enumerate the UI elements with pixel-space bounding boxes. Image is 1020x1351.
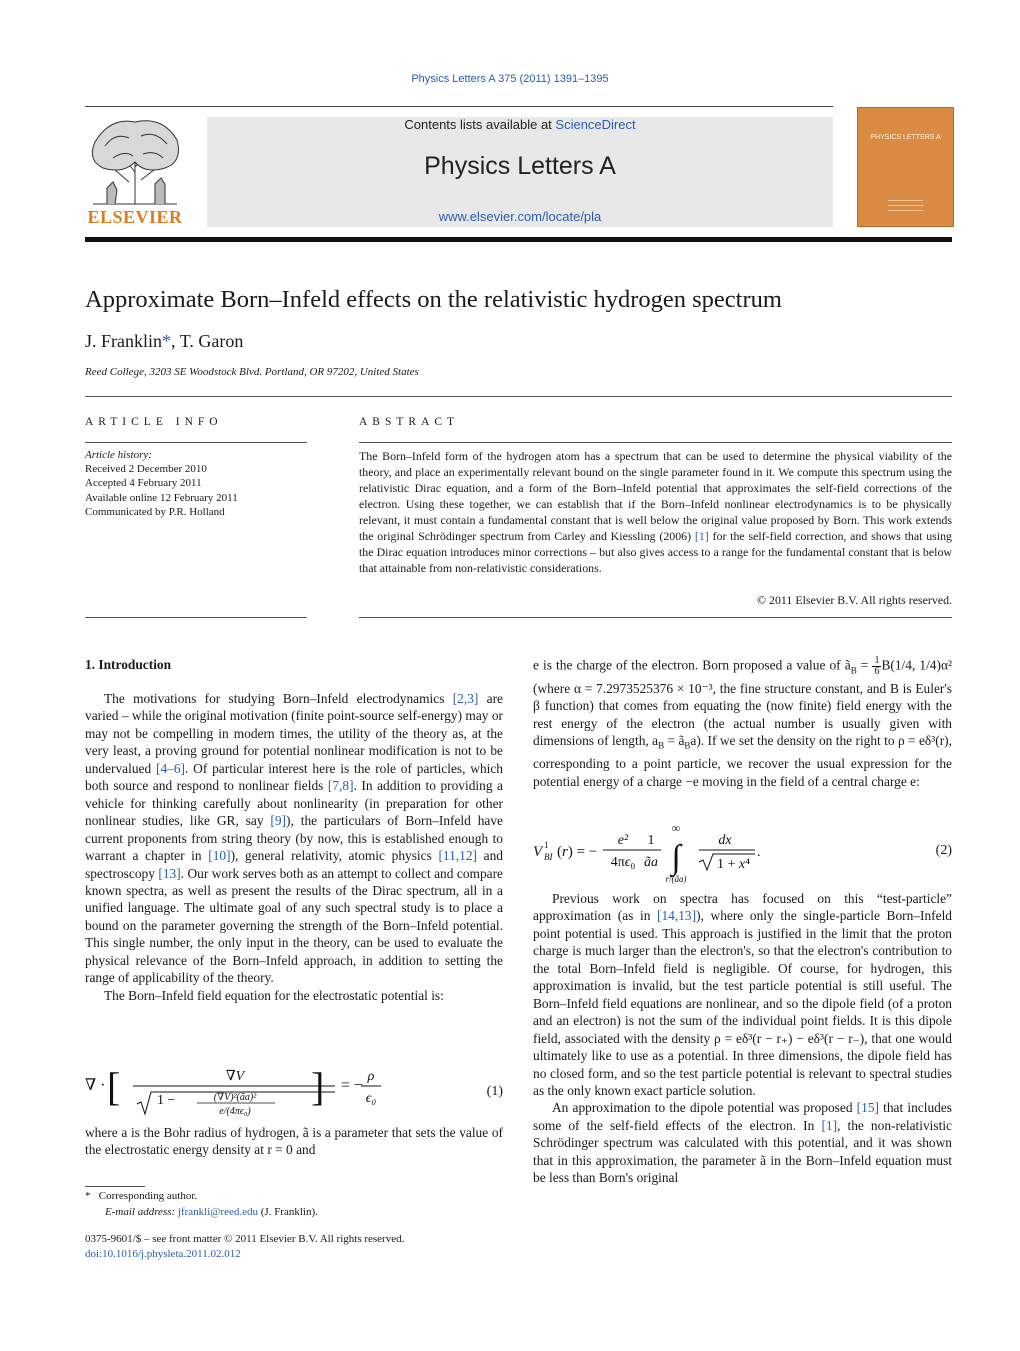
accepted-date: Accepted 4 February 2011 [85,477,202,490]
equation-1-graphic [85,1064,465,1120]
journal-reference[interactable]: Physics Letters A 375 (2011) 1391–1395 [411,73,609,85]
author-garon: T. Garon [179,331,244,351]
history-label: Article history: [85,449,152,461]
text-run: . Our work serves both as an attempt to collect and compare known spectra, as well as present the results of the Dirac spectrum, all in a unified language. The ultimate goal of any such spectral study is to place a bound on the parameter governing the strength of the Born–Infeld potential. This single number, the only input in the theory, can be used to evaluate the physical relevance of the Born–Infeld approach, in addition to setting the range of applicability of the theory. [85,865,503,986]
right-column-paragraphs [533,890,952,1187]
journal-url-link[interactable] [207,209,833,224]
intro-paragraph-3 [85,1124,503,1159]
intro-paragraphs [85,690,503,1004]
abstract-heading: ABSTRACT [359,416,460,428]
subscript-b: B [684,740,691,751]
fraction-denominator: 6 [874,666,880,677]
equation-2-number: (2) [935,843,952,858]
article-history [85,448,238,519]
cover-title: PHYSICS LETTERS A [870,134,941,141]
svg-text:∇ ·: ∇ · [85,1077,106,1094]
publisher-name: ELSEVIER [87,207,183,227]
fraction-numerator: 1 [874,655,880,666]
text-run: The motivations for studying Born–Infeld electrodynamics [104,691,453,706]
corresponding-author-mark[interactable]: * [162,331,172,351]
svg-text:4πϵ₀: 4πϵ₀ [610,855,636,870]
online-date: Available online 12 February 2011 [85,491,238,504]
text-run: e is the charge of the electron. Born proposed a value of ã [533,657,851,673]
article-info-bottom-rule [85,617,307,618]
received-date: Received 2 December 2010 [85,463,207,476]
citation-4-6[interactable]: [4–6] [156,760,186,776]
svg-text:(r) = −: (r) = − [557,844,598,860]
svg-text:e/(4πϵ₀): e/(4πϵ₀) [219,1106,251,1117]
corresponding-text: Corresponding author. [98,1190,198,1202]
svg-text:]: ] [311,1064,325,1109]
article-info-heading: ARTICLE INFO [85,416,223,428]
svg-text:.: . [757,845,761,860]
svg-text:∫: ∫ [671,839,681,876]
authors [85,331,243,352]
born-value-paragraph [533,656,952,790]
svg-text:(∇V)²(ãa)²: (∇V)²(ãa)² [213,1092,257,1103]
subscript-b: B [850,665,857,676]
journal-url[interactable]: www.elsevier.com/locate/pla [438,209,602,224]
svg-text:r/(ãa): r/(ãa) [665,874,687,884]
text-run: Previous work on spectra has focused on this “test-particle” approximation (as in [533,891,952,924]
text-run: ), general relativity, atomic physics [230,848,439,864]
svg-text:∇V: ∇V [225,1069,245,1084]
citation-7-8[interactable]: [7,8] [327,778,354,794]
svg-text:e²: e² [617,833,629,848]
text-run: ), where only the single-particle Born–Infeld point potential is used. This approach is justified in the limit that the proton charge is much larger than the electron's, so that the electron's contribution to the total Born–Infeld field is negligible. Of course, for hydrogen, this approximation is invalid, but the test particle potential is still useful. The Born–Infeld field equations are nonlinear, and so the dipole field (of a proton and an electron) is not the sum of the individual point fields. It is this dipole field, associated with the density ρ = eδ³(r − r₊) − eδ³(r − r₋), that one would ultimately like to use as a potential. In three dimensions, the dipole field has no closed form, and so the test particle potential is relevant to spectral studies as the only known exact particle solution. [533,908,952,1098]
svg-text:dx: dx [718,833,732,848]
text-run: a). If we set the density on the right to ρ = eδ³(r), corresponding to a point particle, we recover the usual expression for the potential energy of a charge −e moving in the field of a central charge e: [533,733,952,789]
section-heading-introduction: 1. Introduction [85,657,172,672]
text-run: . In addition to providing a vehicle for thinking carefully about nonlinearity (in preparation for other nonlinear studies, like GR, say [85,778,503,829]
header-thick-rule [85,237,952,242]
issn-line: 0375-9601/$ – see front matter © 2011 Elsevier B.V. All rights reserved. [85,1233,405,1245]
email-label: E-mail address: [105,1206,176,1218]
paper-title: Approximate Born–Infeld effects on the relativistic hydrogen spectrum [85,286,782,313]
author-separator: , [171,331,180,351]
where-paragraph: where a is the Bohr radius of hydrogen, ã is a parameter that sets the value of the electrostatic energy density at r = 0 and [85,1125,503,1158]
citation-1[interactable]: [1] [821,1117,838,1133]
citation-15[interactable]: [15] [856,1100,879,1116]
svg-text:ρ: ρ [367,1069,375,1084]
journal-title: Physics Letters A [424,152,616,180]
corresponding-author-note [85,1190,197,1202]
cover-decoration [888,200,923,215]
abstract-bottom-rule [359,617,952,618]
abstract-ref-1[interactable]: [1] [694,529,709,543]
communicated-by: Communicated by P.R. Holland [85,505,225,518]
sciencedirect-link[interactable]: ScienceDirect [555,117,636,132]
text-run: An approximation to the dipole potential was proposed [552,1100,857,1116]
text-run: and spectroscopy [85,848,503,881]
svg-text:1 + x⁴: 1 + x⁴ [717,857,751,872]
equation-1 [85,1064,503,1120]
svg-text:BI: BI [544,852,553,862]
citation-2-3[interactable]: [2,3] [452,691,479,706]
citation-13[interactable]: [13] [158,865,181,881]
svg-text:= −: = − [341,1077,364,1094]
abstract-copyright: © 2011 Elsevier B.V. All rights reserved. [757,593,952,607]
citation-14-13[interactable]: [14,13] [657,908,697,924]
contents-line [207,117,833,132]
text-run: ), the particulars of Born–Infeld have current proponents from string theory (by now, this is established enough to warrant a chapter in [85,813,503,864]
text-run: that includes some of the self-field effects of the electron. In [533,1100,952,1133]
abstract-text-b: for the self-field correction, and shows that using the Dirac equation introduces minor corrections – but also gives access to a range for the fundamental constant that is below that attainable from non-relativistic considerations. [359,529,952,575]
text-run: are varied – while the original motivation (finite point-source self-energy) may or may not be compelling in modern times, the utility of the theory as, at the very least, a proving ground for potential nonlinear modification is not to be undervalued [85,691,503,776]
corresponding-mark: * [85,1190,91,1202]
email-suffix: (J. Franklin). [258,1206,318,1218]
text-run: = ã [664,733,685,749]
contents-prefix: Contents lists available at [404,117,556,132]
elsevier-logo [85,112,185,228]
email-link[interactable]: jfrankli@reed.edu [177,1206,258,1218]
citation-10[interactable]: [10] [208,848,231,864]
doi-link[interactable] [85,1248,241,1260]
intro-paragraph-1 [85,690,503,987]
title-rule [85,396,952,397]
svg-text:[: [ [107,1064,121,1109]
citation-9[interactable]: [9] [270,813,287,829]
equation-1-number: (1) [486,1084,503,1099]
intro-paragraph-2: The Born–Infeld field equation for the electrostatic potential is: [104,987,444,1003]
doi[interactable]: doi:10.1016/j.physleta.2011.02.012 [85,1248,241,1260]
footnote-rule [85,1186,145,1187]
abstract-text [359,448,952,576]
text-run: B(1/4, 1/4)α² (where α = 7.2973525376 × 10⁻³, the fine structure constant, and B is Euler's β function) that comes from equating the (now finite) field energy with the rest energy of the electron (the actual number is usually given with dimensions of length, a [533,657,952,749]
svg-text:1: 1 [544,840,549,850]
subscript-b: B [658,740,665,751]
svg-text:∞: ∞ [671,821,681,835]
affiliation: Reed College, 3203 SE Woodstock Blvd. Portland, OR 97202, United States [85,366,419,378]
author-franklin: J. Franklin [85,331,163,351]
svg-text:1 −: 1 − [157,1093,176,1108]
abstract-text-a: The Born–Infeld form of the hydrogen atom has a spectrum that can be used to determine the physical viability of the theory, and place an experimentally relevant bound on the single parameter found in it. We compute this spectrum using the relativistic Dirac equation, and a form of the Born–Infeld potential that approximates the self-field corrections of the electron. Using these together, we can establish that if the Born–Infeld nonlinear electrodynamics is to be physically relevant, it must contain a fundamental constant that is well below the original value proposed by Born. This work extends the original Schrödinger spectrum from Carley and Kiessling (2006) [359,449,952,543]
header-rule [85,106,833,107]
right-column-paragraph-1 [533,656,952,790]
abstract-rule [359,442,952,443]
equation-2-graphic [533,818,893,884]
svg-text:V: V [533,844,543,860]
tree-icon [85,112,185,208]
svg-text:1: 1 [647,833,655,848]
text-run: = [856,657,873,673]
text-run: , the non-relativistic Schrödinger spectrum was calculated with this potential, and it was shown that in this approximation, the parameter ã in the Born–Infeld equation must be less than Born's original [533,1117,952,1186]
citation-11-12[interactable]: [11,12] [438,848,478,864]
article-info-rule [85,442,307,443]
test-particle-paragraph [533,890,952,1099]
text-run: . Of particular interest here is the role of particles, which both source and respond to nonlinear fields [85,760,504,794]
journal-cover-thumbnail[interactable] [857,107,954,227]
svg-text:ãa: ãa [644,855,658,870]
svg-text:ϵ₀: ϵ₀ [365,1091,377,1106]
dipole-approximation-paragraph [533,1099,952,1186]
email-note [105,1206,318,1218]
equation-2 [533,818,952,884]
